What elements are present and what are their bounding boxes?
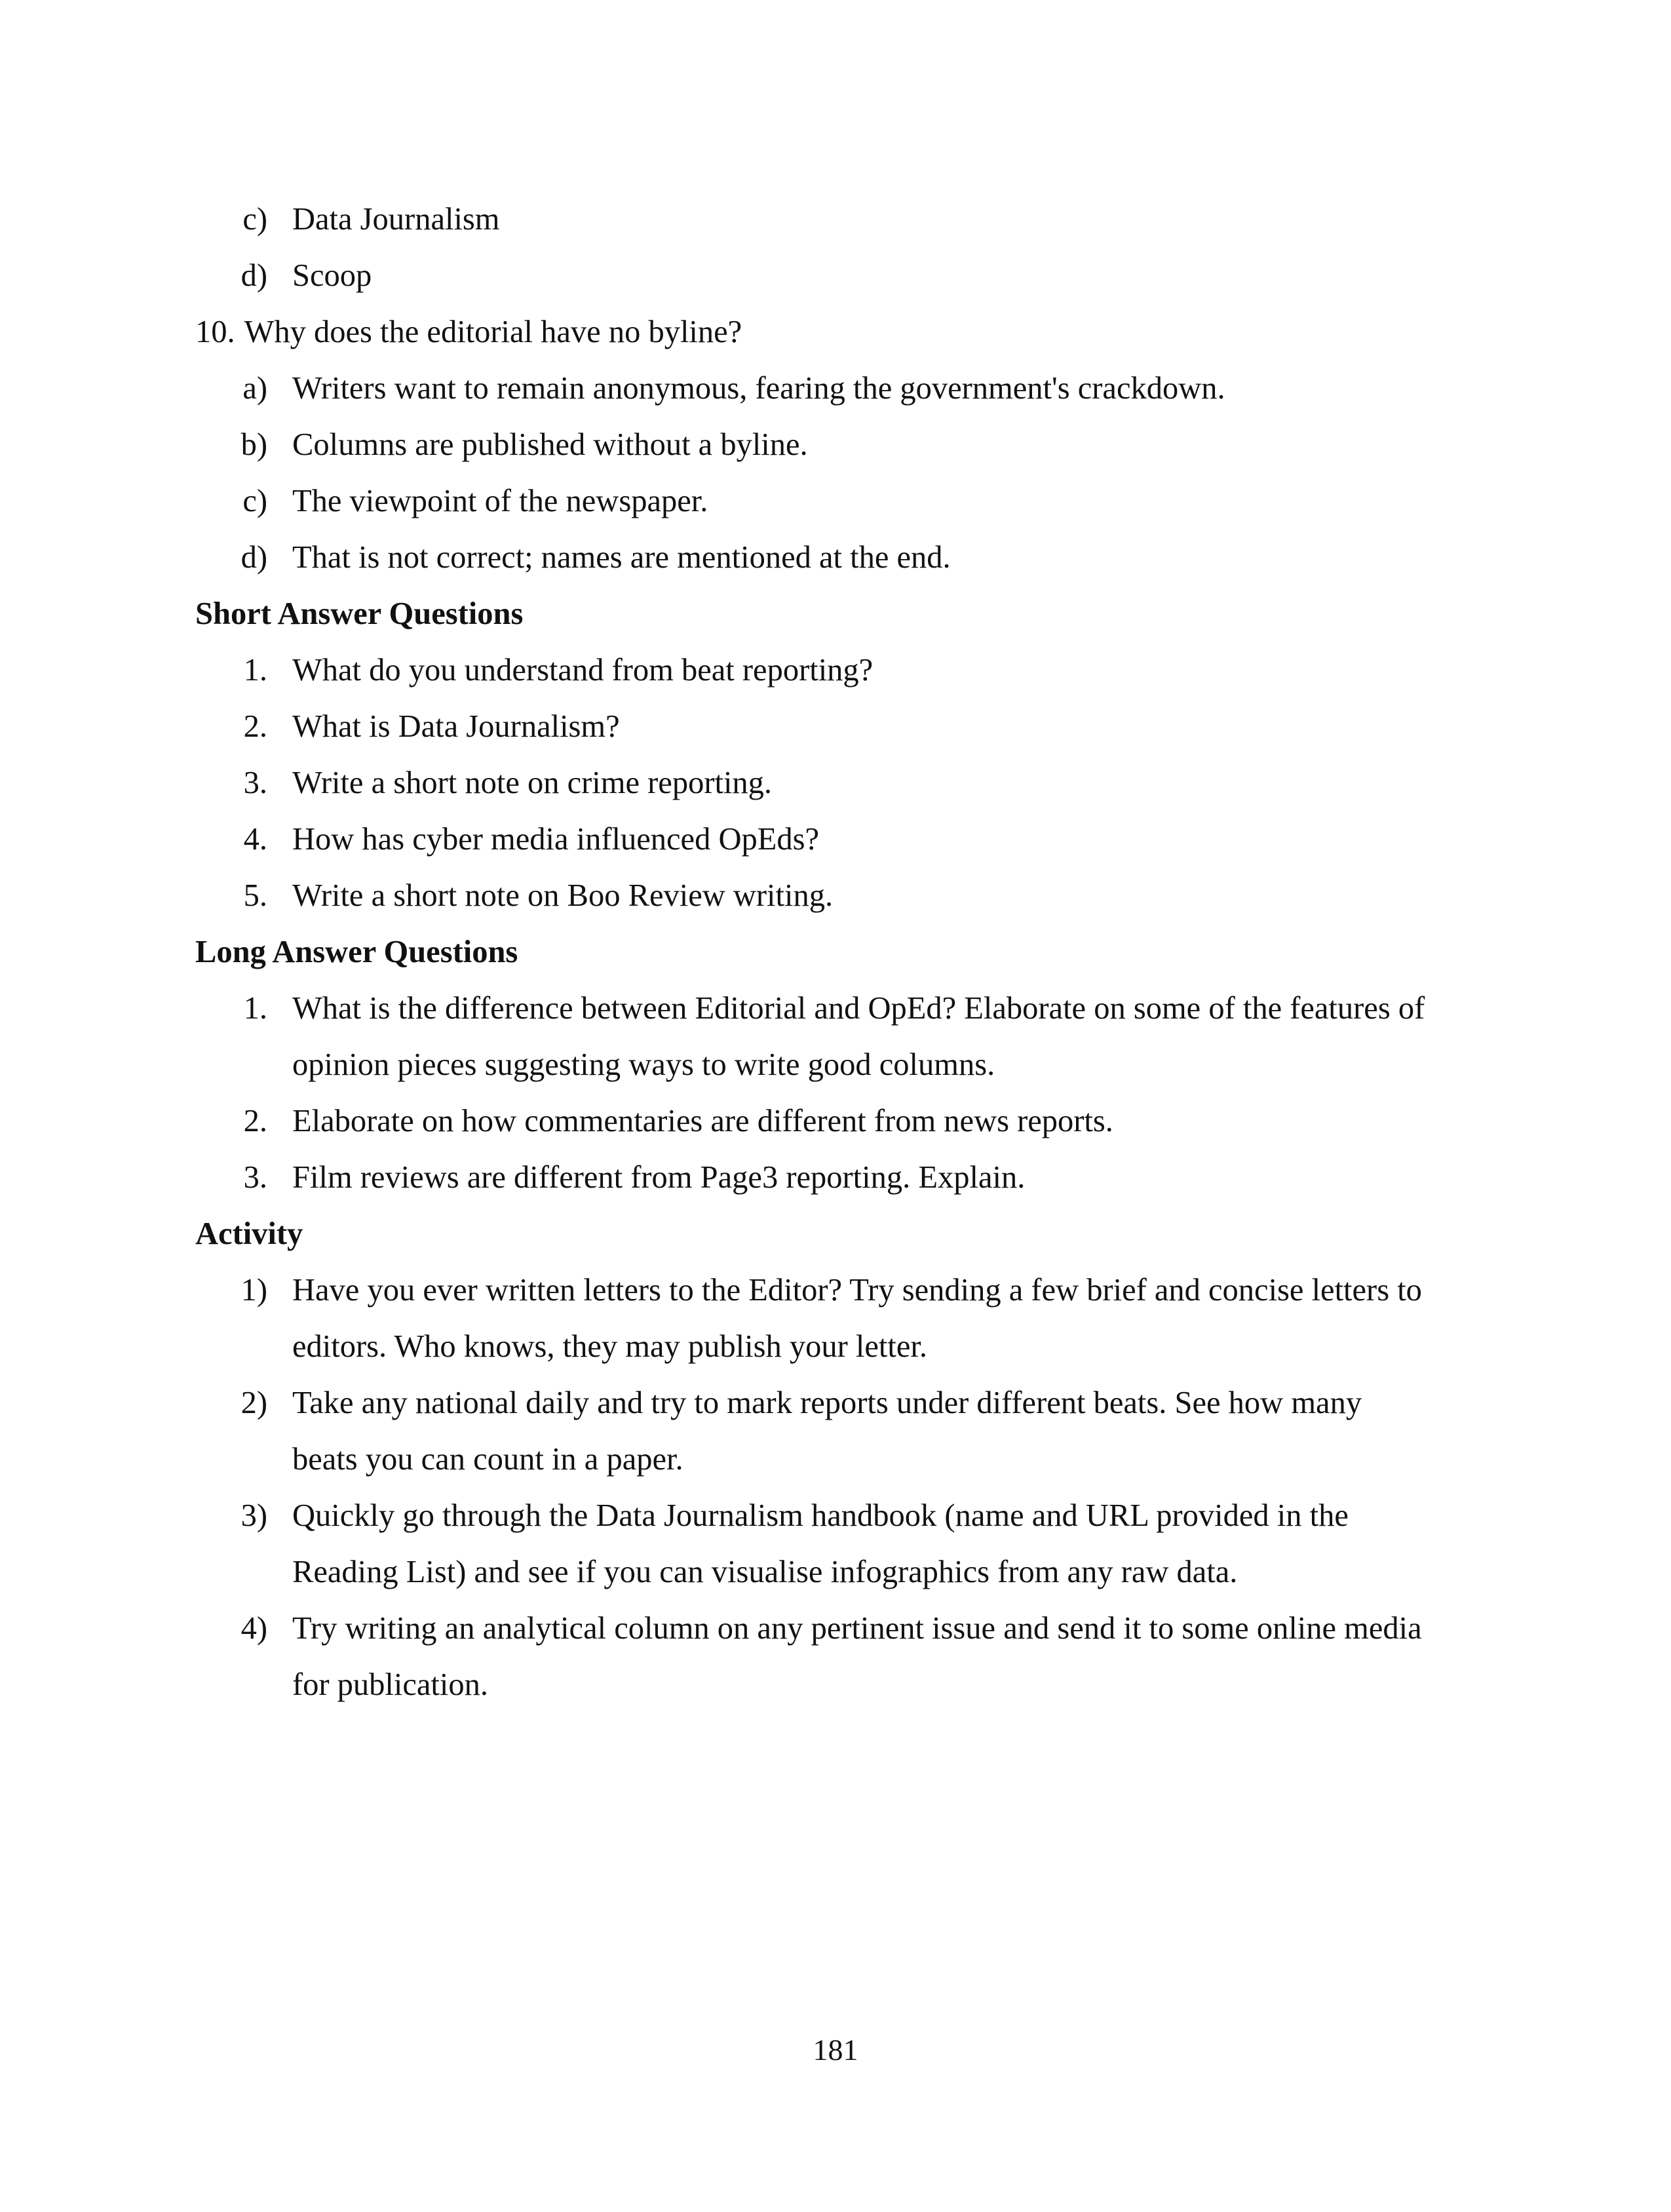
item-text-line: Reading List) and see if you can visualise infographics from any raw data. <box>292 1555 1238 1589</box>
item-number: 1. <box>243 991 267 1026</box>
short-answer-item <box>195 642 1470 699</box>
item-number: 1) <box>240 1273 267 1308</box>
activity-item <box>195 1488 1470 1544</box>
item-text: How has cyber media influenced OpEds? <box>292 822 820 857</box>
long-answer-item <box>195 1093 1470 1150</box>
item-text: What is Data Journalism? <box>292 709 620 744</box>
item-number: 4) <box>240 1611 267 1646</box>
option-marker: a) <box>242 371 267 406</box>
item-text-line: beats you can count in a paper. <box>292 1442 683 1477</box>
item-text-line: Quickly go through the Data Journalism handbook (name and URL provided in the <box>292 1498 1349 1533</box>
activity-item-continuation <box>195 1657 1470 1713</box>
option-marker: c) <box>242 484 267 518</box>
page-content <box>195 191 1470 1713</box>
question-number: 10. <box>195 315 235 349</box>
item-number: 2. <box>243 709 267 744</box>
item-text-line: Take any national daily and try to mark reports under different beats. See how many <box>292 1386 1362 1420</box>
item-number: 3. <box>243 766 267 800</box>
activity-item-continuation <box>195 1431 1470 1488</box>
long-answer-heading: Long Answer Questions <box>195 935 518 969</box>
long-answer-item <box>195 980 1470 1037</box>
option-marker: b) <box>240 427 267 462</box>
option-text: The viewpoint of the newspaper. <box>292 484 708 518</box>
q10-option-c <box>195 473 1470 530</box>
activity-heading: Activity <box>195 1216 303 1251</box>
option-text: That is not correct; names are mentioned at the end. <box>292 540 951 575</box>
item-text: What do you understand from beat reporting? <box>292 653 874 688</box>
activity-item <box>195 1601 1470 1657</box>
item-number: 3. <box>243 1160 267 1195</box>
q10-option-a <box>195 360 1470 417</box>
item-text-line: What is the difference between Editorial and OpEd? Elaborate on some of the features of <box>292 991 1425 1026</box>
item-number: 3) <box>240 1498 267 1533</box>
short-answer-item <box>195 755 1470 811</box>
question-10 <box>195 304 1470 360</box>
item-text-line: editors. Who knows, they may publish your letter. <box>292 1329 927 1364</box>
q10-option-d <box>195 530 1470 586</box>
page-number: 181 <box>813 2033 858 2066</box>
q10-option-b <box>195 417 1470 473</box>
short-answer-heading: Short Answer Questions <box>195 596 524 631</box>
item-text-line: Have you ever written letters to the Editor? Try sending a few brief and concise letters to <box>292 1273 1422 1308</box>
item-text: Write a short note on Boo Review writing. <box>292 878 834 913</box>
item-number: 4. <box>243 822 267 857</box>
option-marker: d) <box>240 258 267 293</box>
item-number: 5. <box>243 878 267 913</box>
activity-item <box>195 1262 1470 1319</box>
option-marker: c) <box>242 202 267 237</box>
item-text-line: for publication. <box>292 1667 489 1702</box>
q9-option-c <box>195 191 1470 248</box>
short-answer-item <box>195 699 1470 755</box>
item-number: 1. <box>243 653 267 688</box>
option-text: Writers want to remain anonymous, fearing the government's crackdown. <box>292 371 1225 406</box>
option-marker: d) <box>240 540 267 575</box>
long-answer-item-continuation <box>195 1037 1470 1093</box>
activity-item-continuation <box>195 1319 1470 1375</box>
activity-item <box>195 1375 1470 1431</box>
item-text-line: Elaborate on how commentaries are different from news reports. <box>292 1104 1113 1138</box>
option-text: Columns are published without a byline. <box>292 427 808 462</box>
item-text-line: opinion pieces suggesting ways to write good columns. <box>292 1047 995 1082</box>
item-text-line: Film reviews are different from Page3 reporting. Explain. <box>292 1160 1026 1195</box>
activity-item-continuation <box>195 1544 1470 1601</box>
q9-option-d <box>195 248 1470 304</box>
short-answer-item <box>195 868 1470 924</box>
item-text-line: Try writing an analytical column on any pertinent issue and send it to some online media <box>292 1611 1422 1646</box>
item-number: 2) <box>240 1386 267 1420</box>
long-answer-item <box>195 1150 1470 1206</box>
short-answer-item <box>195 811 1470 868</box>
option-text: Data Journalism <box>292 202 500 237</box>
item-text: Write a short note on crime reporting. <box>292 766 773 800</box>
question-text: Why does the editorial have no byline? <box>244 315 742 349</box>
item-number: 2. <box>243 1104 267 1138</box>
option-text: Scoop <box>292 258 372 293</box>
